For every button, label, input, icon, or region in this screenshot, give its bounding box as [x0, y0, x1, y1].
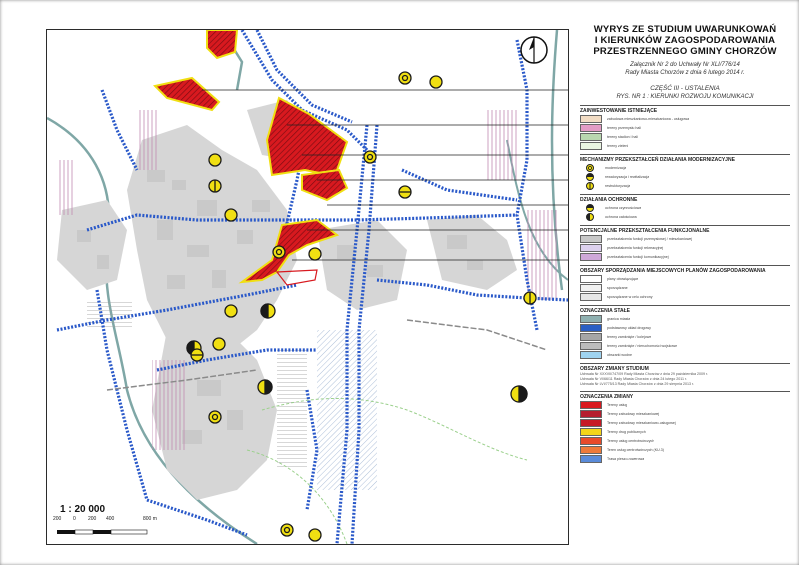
- legend-item: [580, 418, 790, 427]
- legend-swatch: [580, 401, 602, 409]
- legend-symbol-icon: [586, 182, 594, 190]
- legend-item-label: tereny zieleni: [607, 143, 629, 148]
- legend-swatch: [580, 315, 602, 323]
- legend-item: [580, 436, 790, 445]
- legend-section-heading: OZNACZENIA STAŁE: [580, 305, 790, 314]
- legend-swatch: [580, 142, 602, 150]
- legend-item: [580, 332, 790, 341]
- legend-panel: [580, 24, 790, 549]
- legend-item-label: przekształcenia funkcji komunikacyjnej: [607, 254, 669, 259]
- legend-section-heading: POTENCJALNE PRZEKSZTAŁCENIA FUNKCJONALNE: [580, 225, 790, 234]
- attachment-text: Załącznik Nr 2 do Uchwały Nr XLI/776/14: [630, 62, 740, 68]
- legend-symbol-icon: [586, 173, 594, 181]
- figure-label: RYS. NR 1 : KIERUNKI ROZWOJU KOMUNIKACJI: [616, 94, 754, 100]
- legend-item-label: Tereny drug publicznych: [607, 429, 646, 434]
- legend-item: [580, 212, 790, 221]
- legend-item-label: przekształcenia funkcji rekreacyjnej: [607, 245, 664, 250]
- legend-swatch: [580, 253, 602, 261]
- legend-item: [580, 172, 790, 181]
- legend-item-label: tereny przemysłu hali: [607, 125, 641, 130]
- legend-note: Uchwała Nr LVI/775/13 Rady Miasta Chorzów z dnia 29 sierpnia 2013 r.: [580, 382, 694, 386]
- scale-tick: 200: [88, 516, 97, 522]
- scale-tick: 0: [73, 516, 76, 522]
- legend-item: [580, 427, 790, 436]
- legend-item-label: sporządzane w celu ochrony: [607, 294, 653, 299]
- legend-item-label: modernizacja: [605, 165, 627, 170]
- title-line: WYRYS ZE STUDIUM UWARUNKOWAŃ: [593, 24, 777, 35]
- legend-item: [580, 283, 790, 292]
- legend-section-heading: OBSZARY ZMIANY STUDIUM: [580, 363, 790, 372]
- legend-item-label: zabudowa mieszkaniowo-mieszkaniowa - usługowa: [607, 116, 690, 121]
- hatched-area: [152, 360, 187, 450]
- legend-swatch: [580, 446, 602, 454]
- hatched-area: [87, 300, 132, 330]
- legend-item: [580, 252, 790, 261]
- legend-swatch: [580, 293, 602, 301]
- council-text: Rady Miasta Chorzów z dnia 6 lutego 2014 r.: [625, 70, 745, 76]
- legend-item-label: ochrona czynnościowa: [605, 205, 642, 210]
- legend-section: [580, 163, 790, 190]
- legend-item-label: restrukturyzacja: [605, 183, 631, 188]
- part-label: CZĘŚĆ III - USTALENIA: [650, 85, 720, 92]
- legend-item-label: Trasa pieszo-rowerowa: [607, 456, 645, 461]
- legend-item: [580, 132, 790, 141]
- legend-item-label: sporządzane: [607, 285, 628, 290]
- legend-swatch: [580, 324, 602, 332]
- legend-section-heading: OZNACZENIA ZMIANY: [580, 391, 790, 400]
- legend-section-heading: ZAINWESTOWANIE ISTNIEJĄCE: [580, 105, 790, 114]
- legend-item: [580, 314, 790, 323]
- legend-item-label: tereny stadion i hali: [607, 134, 638, 139]
- title-line: PRZESTRZENNEGO GMINY CHORZÓW: [593, 46, 777, 57]
- legend-symbol-icon: [586, 213, 594, 221]
- legend-item-label: obszarki wodne: [607, 352, 632, 357]
- legend-section: [580, 314, 790, 359]
- hatched-area: [57, 160, 75, 215]
- scale-tick: 800 m: [143, 516, 157, 522]
- legend-swatch: [580, 284, 602, 292]
- legend-section-heading: OBSZARY SPORZĄDZANIA MIEJSCOWYCH PLANÓW ZAGOSPODAROWANIA: [580, 265, 790, 274]
- legend-section: [580, 274, 790, 301]
- legend-note: Uchwała Nr XXXVII/747/09 Rady Miasta Chorzów z dnia 29 października 2009 r.: [580, 372, 709, 376]
- scale-bar: [53, 516, 167, 541]
- legend-swatch: [580, 437, 602, 445]
- legend-item-label: Teren usług centrotwórczych (KU.3): [607, 447, 664, 452]
- legend-item: [580, 274, 790, 283]
- legend-section: [580, 114, 790, 150]
- legend-item: [580, 234, 790, 243]
- legend-item-label: przekształcenia funkcji przemysłowej / mieszkaniowej: [607, 236, 693, 241]
- legend-item-label: plany obowiązujące: [607, 276, 639, 281]
- legend-item-label: rewaloryzacja i rewitalizacja: [605, 174, 650, 179]
- legend-item: [580, 323, 790, 332]
- legend-item: [580, 141, 790, 150]
- hatched-area: [137, 110, 159, 170]
- legend-item: [580, 409, 790, 418]
- legend-swatch: [580, 124, 602, 132]
- legend-item-label: granica miasta: [607, 316, 631, 321]
- legend-swatch: [580, 351, 602, 359]
- legend-section: [580, 203, 790, 221]
- legend-symbol-icon: [586, 164, 594, 172]
- legend-swatch: [580, 275, 602, 283]
- map-frame[interactable]: [46, 29, 569, 545]
- legend-note: Uchwała Nr VI/66/11 Rady Miasta Chorzów z dnia 24 lutego 2011 r.: [580, 377, 687, 381]
- scale-tick: 200: [53, 516, 62, 522]
- hatched-area: [527, 210, 557, 300]
- legend-swatch: [580, 428, 602, 436]
- legend-item: [580, 203, 790, 212]
- legend-item: [580, 400, 790, 409]
- legend-item: [580, 114, 790, 123]
- map-canvas[interactable]: [47, 30, 568, 544]
- legend-swatch: [580, 410, 602, 418]
- legend-item: [580, 243, 790, 252]
- legend-swatch: [580, 342, 602, 350]
- legend-item: [580, 445, 790, 454]
- hatched-area: [277, 350, 307, 470]
- north-arrow: [521, 37, 547, 63]
- legend-swatch: [580, 235, 602, 243]
- legend-item: [580, 163, 790, 172]
- legend-swatch: [580, 244, 602, 252]
- legend-section-heading: MECHANIZMY PRZEKSZTAŁCEŃ DZIAŁANIA MODERNIZACYJNE: [580, 154, 790, 163]
- hatched-area: [487, 110, 517, 180]
- rail-line: [407, 320, 547, 350]
- title-line: I KIERUNKÓW ZAGOSPODAROWANIA: [594, 35, 776, 46]
- legend-item-label: Tereny usług: [607, 402, 628, 407]
- legend-swatch: [580, 419, 602, 427]
- legend-item-label: Tereny zabudowy mieszkaniowo-usługowej: [607, 420, 676, 425]
- legend-item-label: tereny zamknięte / kolejowe: [607, 334, 652, 339]
- legend-section: [580, 234, 790, 261]
- legend-symbol-icon: [586, 204, 594, 212]
- legend-item: [580, 292, 790, 301]
- legend-swatch: [580, 455, 602, 463]
- legend-section: [580, 400, 790, 463]
- scale-tick: 400: [106, 516, 115, 522]
- legend-item-label: Tereny usług centrotwórczych: [607, 438, 655, 443]
- legend-item: [580, 181, 790, 190]
- legend-item: [580, 454, 790, 463]
- legend-item-label: tereny zamknięte / nieruchomości wojskowe: [607, 343, 678, 348]
- legend-item-label: podstawowy układ drogowy: [607, 325, 651, 330]
- legend-swatch: [580, 115, 602, 123]
- legend-section-heading: DZIAŁANIA OCHRONNE: [580, 194, 790, 203]
- legend-item: [580, 123, 790, 132]
- scale-label: 1 : 20 000: [60, 504, 106, 515]
- legend-item-label: ochrona całościowa: [605, 214, 637, 219]
- legend-item: [580, 341, 790, 350]
- legend-swatch: [580, 333, 602, 341]
- legend-item: [580, 350, 790, 359]
- legend-item-label: Tereny zabudowy mieszkaniowej: [607, 411, 660, 416]
- legend-swatch: [580, 133, 602, 141]
